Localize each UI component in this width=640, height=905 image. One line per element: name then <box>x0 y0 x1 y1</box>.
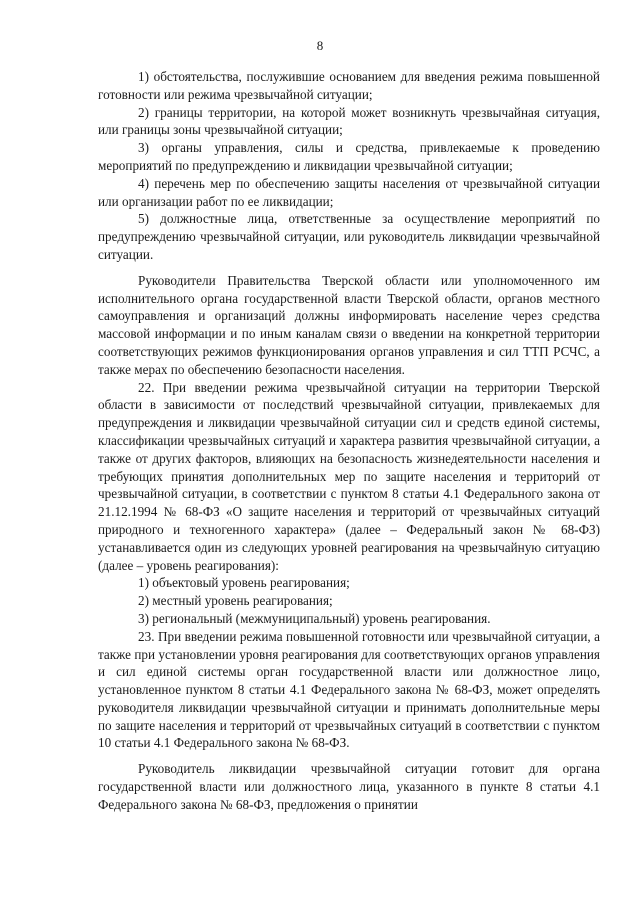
paragraph-liquidation-head: Руководитель ликвидации чрезвычайной ситуации готовит для органа государственной власти или должностного лица, указанного в пункте 8 статьи 4.1 Федерального закона № 68-ФЗ, предложения о принятии <box>98 761 600 812</box>
paragraph-leaders-inform: Руководители Правительства Тверской области или уполномоченного им исполнительного органа государственной власти Тверской области, органов местного самоуправления и организаций должны информировать население через средства массовой информации и по иным каналам связи о введении на конкретной территории соответствующих режимов функционирования органов управления и сил ТТП РСЧС, а также мерах по обеспечению безопасности населения. <box>98 272 600 377</box>
paragraph-item-3: 3) органы управления, силы и средства, привлекаемые к проведению мероприятий по предупреждению и ликвидации чрезвычайной ситуации; <box>98 140 600 173</box>
paragraph-level-local: 2) местный уровень реагирования; <box>138 593 333 609</box>
paragraph-level-object: 1) объектовый уровень реагирования; <box>138 575 350 591</box>
paragraph-item-5: 5) должностные лица, ответственные за осуществление мероприятий по предупреждению чрезвычайной ситуации, или руководитель ликвидации чрезвычайной ситуации. <box>98 211 600 262</box>
paragraph-item-4: 4) перечень мер по обеспечению защиты населения от чрезвычайной ситуации или организации работ по ее ликвидации; <box>98 175 600 209</box>
paragraph-item-1: 1) обстоятельства, послужившие основанием для введения режима повышенной готовности или режима чрезвычайной ситуации; <box>98 69 600 102</box>
paragraph-clause-23: 23. При введении режима повышенной готовности или чрезвычайной ситуации, а также при установлении уровня реагирования для соответствующих органов управления и сил единой системы орган государственной власти или должностное лицо, установленное пунктом 8 статьи 4.1 Федерального закона № 68-ФЗ, может определять руководителя ликвидации чрезвычайной ситуации и принимать дополнительные меры по защите населения и территорий от чрезвычайных ситуаций в соответствии с пунктом 10 статьи 4.1 Федерального закона № 68-ФЗ. <box>98 628 600 751</box>
paragraph-item-2: 2) границы территории, на которой может возникнуть чрезвычайная ситуация, или границы зоны чрезвычайной ситуации; <box>98 104 600 138</box>
page-number: 8 <box>316 38 324 53</box>
paragraph-level-regional: 3) региональный (межмуниципальный) уровень реагирования. <box>138 610 491 626</box>
paragraph-clause-22: 22. При введении режима чрезвычайной ситуации на территории Тверской области в зависимости от последствий чрезвычайной ситуации, привлекаемых для предупреждения и ликвидации чрезвычайной ситуации сил и средств единой системы, классификации чрезвычайных ситуаций и характера развития чрезвычайной ситуации, а также от других факторов, влияющих на безопасность жизнедеятельности населения и требующих принятия дополнительных мер по защите населения и территорий от чрезвычайной ситуации, в соответствии с пунктом 8 статьи 4.1 Федерального закона от 21.12.1994 № 68-ФЗ «О защите населения и территорий от чрезвычайных ситуаций природного и техногенного характера» (далее – Федеральный закон № 68-ФЗ) устанавливается один из следующих уровней реагирования на чрезвычайную ситуацию (далее – уровень реагирования): <box>98 379 600 573</box>
document-body <box>98 68 600 814</box>
